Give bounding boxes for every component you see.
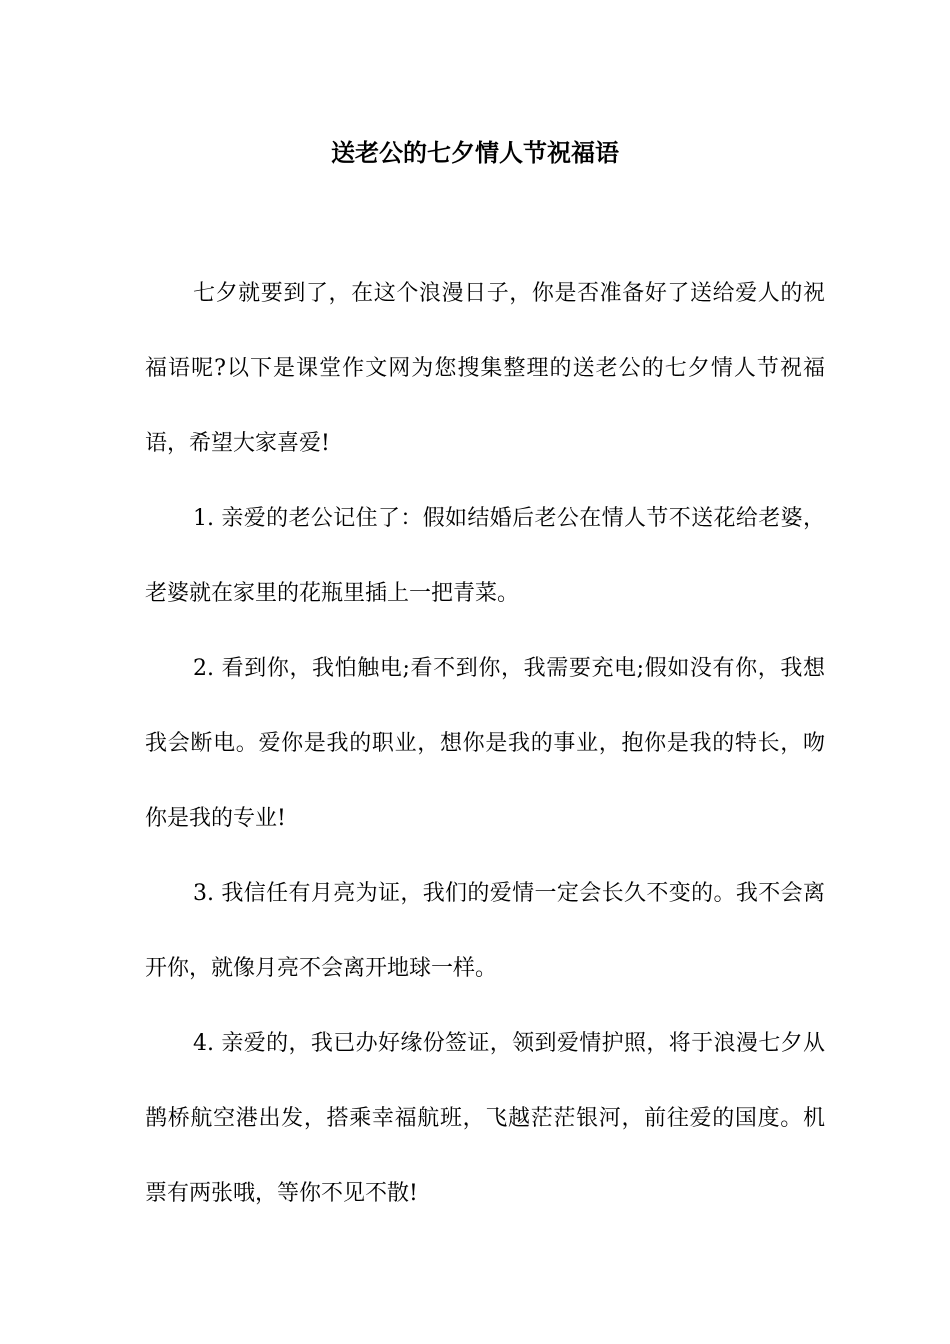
paragraph-item-2: 2. 看到你，我怕触电;看不到你，我需要充电;假如没有你，我想我会断电。爱你是我的职业，想你是我的事业，抱你是我的特长，吻你是我的专业! bbox=[145, 656, 825, 831]
document-body bbox=[145, 256, 825, 1231]
paragraph-intro: 七夕就要到了，在这个浪漫日子，你是否准备好了送给爱人的祝福语呢?以下是课堂作文网为您搜集整理的送老公的七夕情人节祝福语，希望大家喜爱! bbox=[145, 281, 825, 456]
paragraph-item-1: 1. 亲爱的老公记住了：假如结婚后老公在情人节不送花给老婆，老婆就在家里的花瓶里插上一把青菜。 bbox=[145, 506, 825, 606]
paragraph-item-3: 3. 我信任有月亮为证，我们的爱情一定会长久不变的。我不会离开你，就像月亮不会离开地球一样。 bbox=[145, 881, 825, 981]
document-title: 送老公的七夕情人节祝福语 bbox=[331, 138, 619, 167]
paragraph-item-4: 4. 亲爱的，我已办好缘份签证，领到爱情护照，将于浪漫七夕从鹊桥航空港出发，搭乘幸福航班，飞越茫茫银河，前往爱的国度。机票有两张哦，等你不见不散! bbox=[145, 1031, 825, 1206]
